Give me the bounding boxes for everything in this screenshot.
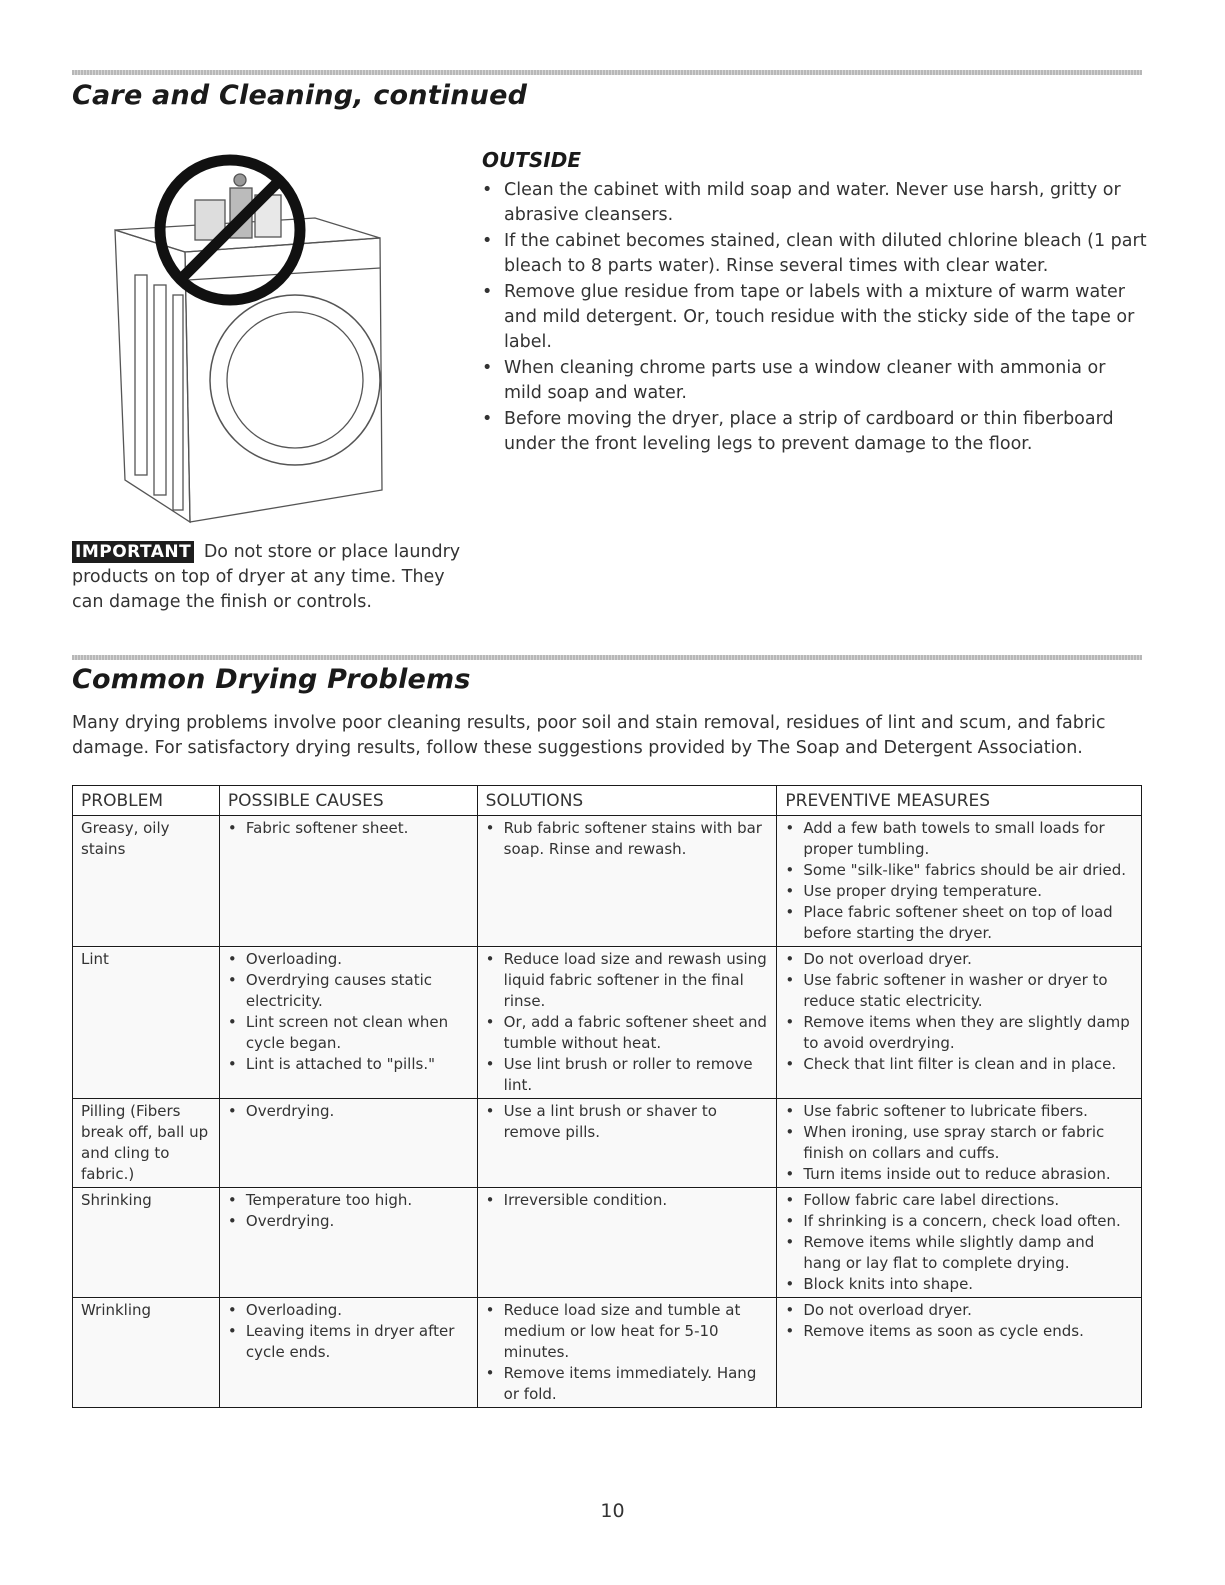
drying-problems-intro: Many drying problems involve poor cleaning results, poor soil and stain removal, residues of lint and scum, and fabric damage. For satisfactory drying results, follow these suggestions provided by The Soap and Detergent Association.: [72, 713, 1106, 758]
preventive-list: [785, 1190, 1133, 1295]
list-item: • Remove items immediately. Hang or fold.: [486, 1363, 769, 1405]
preventive-cell: [777, 947, 1142, 1099]
preventive-list: [785, 1101, 1133, 1185]
causes-cell: [219, 816, 477, 947]
problem-cell: Wrinkling: [73, 1298, 220, 1408]
important-note: [72, 540, 472, 615]
header-problem: PROBLEM: [73, 786, 220, 816]
solutions-list: [486, 818, 769, 860]
list-item: • Irreversible condition.: [486, 1190, 769, 1211]
preventive-cell: [777, 1099, 1142, 1188]
list-item: • Rub fabric softener stains with bar soap. Rinse and rewash.: [486, 818, 769, 860]
list-item: • Remove items when they are slightly damp to avoid overdrying.: [785, 1012, 1133, 1054]
drying-problems-title: Common Drying Problems: [72, 664, 471, 695]
list-item: • Overdrying.: [228, 1101, 469, 1122]
causes-cell: [219, 1099, 477, 1188]
list-item: • Some "silk-like" fabrics should be air dried.: [785, 860, 1133, 881]
causes-list: [228, 1101, 469, 1122]
causes-list: [228, 1300, 469, 1363]
outside-bullet-list: [482, 178, 1147, 458]
dryer-no-products-illustration: [90, 150, 420, 540]
section-divider-problems: [72, 655, 1142, 660]
preventive-list: [785, 1300, 1133, 1342]
page-number: 10: [600, 1500, 625, 1522]
care-cleaning-title: Care and Cleaning, continued: [72, 80, 528, 111]
list-item: • When cleaning chrome parts use a window cleaner with ammonia or mild soap and water.: [482, 356, 1147, 406]
solutions-cell: [477, 947, 777, 1099]
preventive-cell: [777, 1298, 1142, 1408]
list-item: • Use proper drying temperature.: [785, 881, 1133, 902]
list-item: • Overloading.: [228, 949, 469, 970]
problem-cell: Greasy, oily stains: [73, 816, 220, 947]
list-item: • Overdrying causes static electricity.: [228, 970, 469, 1012]
table-header-row: [73, 786, 1142, 816]
list-item: • Add a few bath towels to small loads for proper tumbling.: [785, 818, 1133, 860]
causes-cell: [219, 1188, 477, 1298]
list-item: • Remove glue residue from tape or labels with a mixture of warm water and mild detergent. Or, touch residue with the sticky side of the tape or label.: [482, 280, 1147, 355]
solutions-cell: [477, 816, 777, 947]
list-item: • Before moving the dryer, place a strip of cardboard or thin fiberboard under the front leveling legs to prevent damage to the floor.: [482, 407, 1147, 457]
list-item: • Overloading.: [228, 1300, 469, 1321]
table-row: [73, 1188, 1142, 1298]
list-item: • Reduce load size and rewash using liquid fabric softener in the final rinse.: [486, 949, 769, 1012]
list-item: • If the cabinet becomes stained, clean with diluted chlorine bleach (1 part bleach to 8 parts water). Rinse several times with clear water.: [482, 229, 1147, 279]
solutions-cell: [477, 1298, 777, 1408]
important-badge: IMPORTANT: [72, 541, 194, 563]
important-text: Do not store or place laundry products on top of dryer at any time. They can damage the finish or controls.: [72, 542, 461, 612]
list-item: • Place fabric softener sheet on top of load before starting the dryer.: [785, 902, 1133, 944]
list-item: • Overdrying.: [228, 1211, 469, 1232]
list-item: • Lint screen not clean when cycle began.: [228, 1012, 469, 1054]
table-body: [73, 816, 1142, 1408]
list-item: • When ironing, use spray starch or fabric finish on collars and cuffs.: [785, 1122, 1133, 1164]
causes-list: [228, 949, 469, 1075]
solutions-list: [486, 1101, 769, 1143]
solutions-list: [486, 1300, 769, 1405]
table-row: [73, 816, 1142, 947]
solutions-cell: [477, 1099, 777, 1188]
list-item: • Use fabric softener in washer or dryer to reduce static electricity.: [785, 970, 1133, 1012]
list-item: • Turn items inside out to reduce abrasion.: [785, 1164, 1133, 1185]
list-item: • Check that lint filter is clean and in place.: [785, 1054, 1133, 1075]
table-row: [73, 1099, 1142, 1188]
solutions-cell: [477, 1188, 777, 1298]
list-item: • Follow fabric care label directions.: [785, 1190, 1133, 1211]
section-divider-top: [72, 70, 1142, 75]
list-item: • Temperature too high.: [228, 1190, 469, 1211]
drying-problems-table: [72, 785, 1142, 1408]
problem-cell: Shrinking: [73, 1188, 220, 1298]
list-item: • Use fabric softener to lubricate fibers.: [785, 1101, 1133, 1122]
list-item: • Remove items while slightly damp and hang or lay flat to complete drying.: [785, 1232, 1133, 1274]
list-item: • Use a lint brush or shaver to remove pills.: [486, 1101, 769, 1143]
list-item: • Do not overload dryer.: [785, 949, 1133, 970]
causes-list: [228, 818, 469, 839]
list-item: • Clean the cabinet with mild soap and water. Never use harsh, gritty or abrasive cleansers.: [482, 178, 1147, 228]
list-item: • Block knits into shape.: [785, 1274, 1133, 1295]
list-item: • Do not overload dryer.: [785, 1300, 1133, 1321]
list-item: • Reduce load size and tumble at medium or low heat for 5-10 minutes.: [486, 1300, 769, 1363]
preventive-cell: [777, 816, 1142, 947]
preventive-list: [785, 818, 1133, 944]
header-solutions: SOLUTIONS: [477, 786, 777, 816]
solutions-list: [486, 1190, 769, 1211]
solutions-list: [486, 949, 769, 1096]
preventive-list: [785, 949, 1133, 1075]
list-item: • Fabric softener sheet.: [228, 818, 469, 839]
list-item: • Remove items as soon as cycle ends.: [785, 1321, 1133, 1342]
list-item: • Use lint brush or roller to remove lint.: [486, 1054, 769, 1096]
table-row: [73, 1298, 1142, 1408]
list-item: • Lint is attached to "pills.": [228, 1054, 469, 1075]
causes-list: [228, 1190, 469, 1232]
list-item: • Leaving items in dryer after cycle ends.: [228, 1321, 469, 1363]
preventive-cell: [777, 1188, 1142, 1298]
causes-cell: [219, 1298, 477, 1408]
list-item: • If shrinking is a concern, check load often.: [785, 1211, 1133, 1232]
problem-cell: Pilling (Fibers break off, ball up and cling to fabric.): [73, 1099, 220, 1188]
problem-cell: Lint: [73, 947, 220, 1099]
table-row: [73, 947, 1142, 1099]
causes-cell: [219, 947, 477, 1099]
outside-subtitle: OUTSIDE: [482, 148, 581, 172]
header-causes: POSSIBLE CAUSES: [219, 786, 477, 816]
header-preventive: PREVENTIVE MEASURES: [777, 786, 1142, 816]
list-item: • Or, add a fabric softener sheet and tumble without heat.: [486, 1012, 769, 1054]
